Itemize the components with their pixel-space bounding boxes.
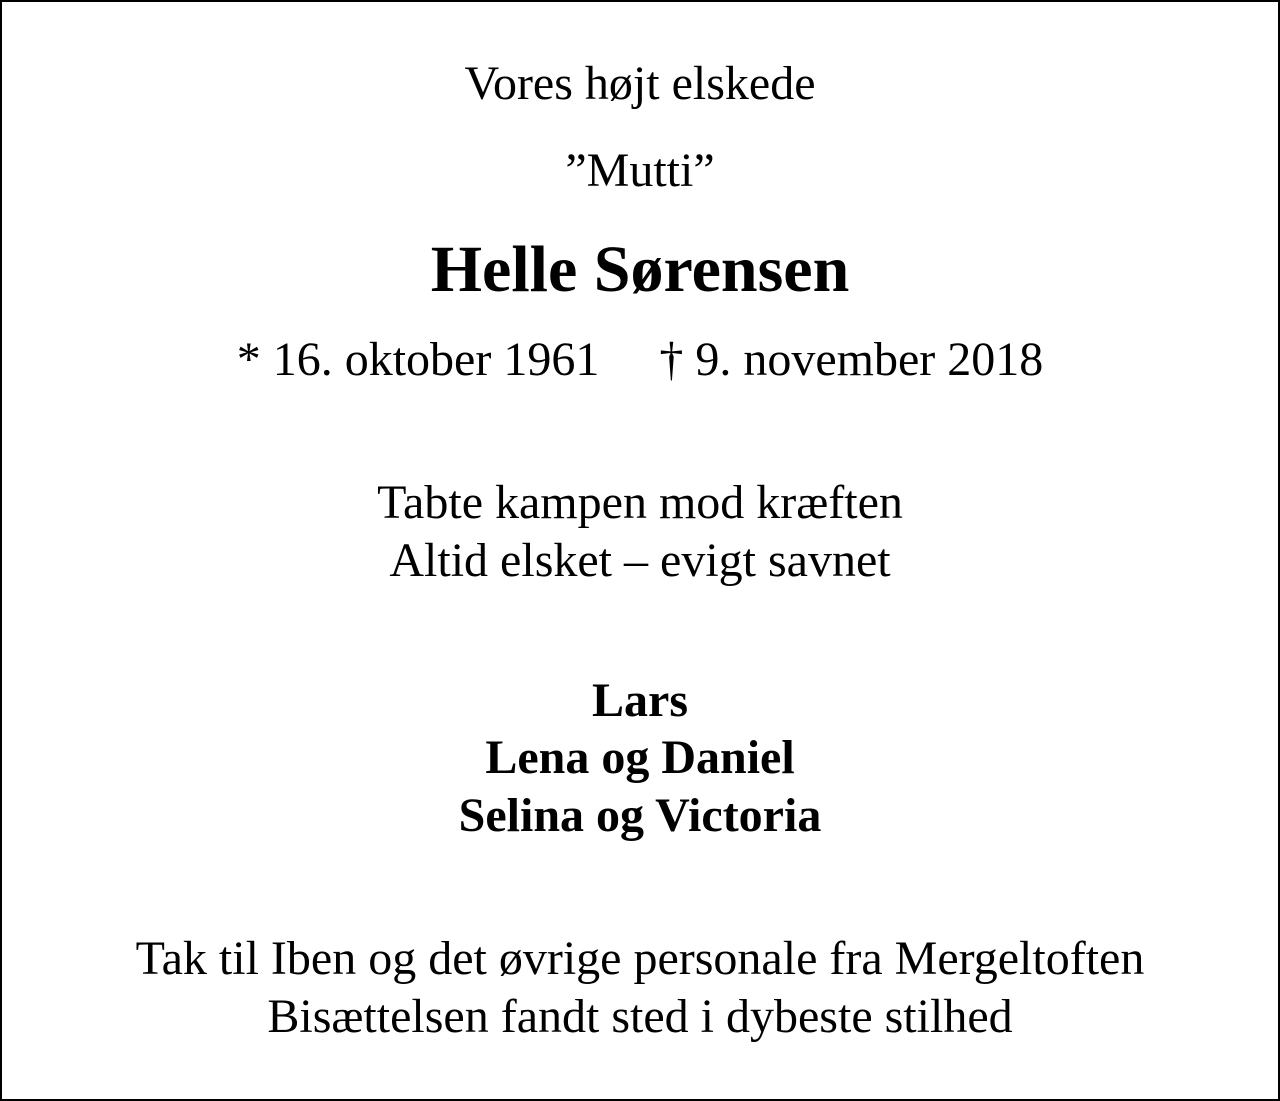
tribute-line: Altid elsket – evigt savnet	[389, 534, 891, 587]
intro-text: Vores højt elskede	[464, 57, 816, 110]
family-member: Lena og Daniel	[485, 731, 795, 784]
family-member: Selina og Victoria	[458, 789, 822, 842]
nickname: ”Mutti”	[565, 144, 715, 197]
tribute-line: Tabte kampen mod kræften	[377, 476, 903, 529]
closing-line: Tak til Iben og det øvrige personale fra Mergeltoften	[135, 932, 1145, 985]
death-date: † 9. november 2018	[659, 333, 1044, 386]
life-dates	[2, 333, 1278, 386]
birth-date: * 16. oktober 1961	[236, 333, 600, 386]
family-member: Lars	[592, 674, 688, 727]
deceased-name: Helle Sørensen	[430, 233, 850, 306]
closing-line: Bisættelsen fandt sted i dybeste stilhed	[267, 990, 1013, 1043]
